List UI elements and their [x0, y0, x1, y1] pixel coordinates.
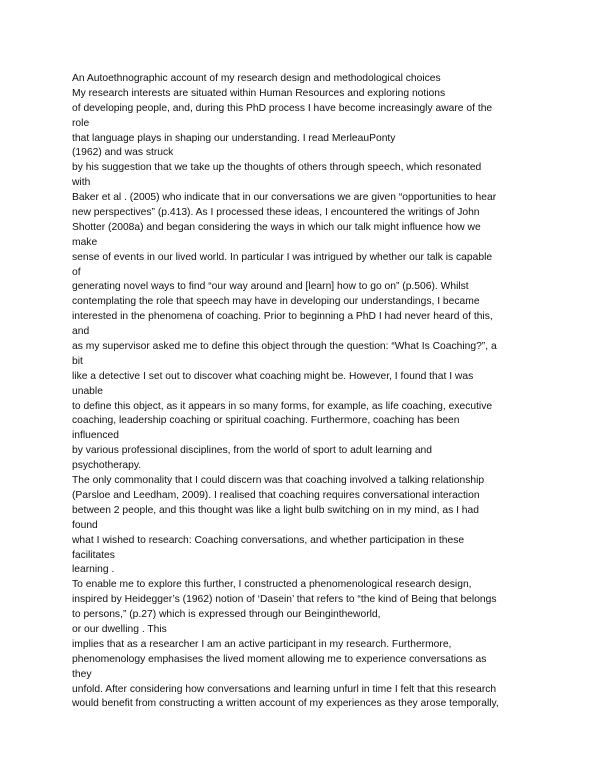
text-line: The only commonality that I could discern was that coaching involved a talking relationship — [72, 475, 485, 487]
text-line: unfold. After considering how conversations and learning unfurl in time I felt that this research — [72, 683, 497, 695]
text-line: and — [72, 326, 90, 338]
text-line: would benefit from constructing a written account of my experiences as they arose temporally, — [72, 698, 499, 710]
text-line: implies that as a researcher I am an active participant in my research. Furthermore, — [72, 638, 452, 650]
text-line: (1962) and was struck — [72, 147, 174, 159]
text-line: interested in the phenomena of coaching. Prior to beginning a PhD I had never heard of this, — [72, 311, 493, 323]
text-line: as my supervisor asked me to define this object through the question: “What Is Coaching?”, a — [72, 341, 497, 353]
text-line: of developing people, and, during this PhD process I have become increasingly aware of the — [72, 102, 493, 114]
text-line: what I wished to research: Coaching conversations, and whether participation in these — [72, 534, 465, 546]
text-line: of — [72, 266, 81, 278]
text-line: facilitates — [72, 549, 115, 561]
text-line: to define this object, as it appears in so many forms, for example, as life coaching, executive — [72, 400, 493, 412]
text-line: by his suggestion that we take up the thoughts of others through speech, which resonated — [72, 162, 482, 174]
text-line: contemplating the role that speech may have in developing our understandings, I became — [72, 296, 480, 308]
text-line: Shotter (2008a) and began considering the ways in which our talk might influence how we — [72, 221, 481, 233]
text-line: (Parsloe and Leedham, 2009). I realised that coaching requires conversational interaction — [72, 489, 480, 501]
text-line: To enable me to explore this further, I constructed a phenomenological research design, — [72, 579, 472, 591]
text-line: An Autoethnographic account of my research design and methodological choices — [72, 73, 441, 84]
text-line: phenomenology emphasises the lived moment allowing me to experience conversations as — [72, 653, 487, 665]
text-line: to persons,” (p.27) which is expressed through our Beingintheworld, — [72, 609, 381, 621]
text-line: inspired by Heidegger’s (1962) notion of ‘Dasein’ that refers to “the kind of Being that belongs — [72, 594, 497, 606]
text-line: they — [72, 668, 92, 680]
text-line: My research interests are situated within Human Resources and exploring notions — [72, 87, 446, 99]
text-line: role — [72, 117, 90, 129]
text-line: sense of events in our lived world. In particular I was intrigued by whether our talk is capable — [72, 251, 493, 263]
text-line: that language plays in shaping our understanding. I read MerleauPonty — [72, 132, 396, 144]
text-line: psychotherapy. — [72, 460, 142, 472]
text-line: bit — [72, 355, 83, 367]
text-line: learning . — [72, 564, 115, 576]
text-line: Baker et al . (2005) who indicate that in our conversations we are given “opportunities to hear — [72, 192, 497, 204]
text-line: new perspectives” (p.413). As I processed these ideas, I encountered the writings of John — [72, 207, 480, 219]
text-line: with — [72, 177, 91, 189]
text-line: by various professional disciplines, from the world of sport to adult learning and — [72, 445, 433, 457]
text-line: coaching, leadership coaching or spiritual coaching. Furthermore, coaching has been — [72, 415, 460, 427]
document-body — [72, 72, 528, 712]
text-line: unable — [72, 385, 103, 397]
text-line: like a detective I set out to discover what coaching might be. However, I found that I was — [72, 370, 474, 382]
text-line: or our dwelling . This — [72, 623, 167, 635]
text-line: make — [72, 236, 98, 248]
text-line: generating novel ways to find “our way around and [learn] how to go on” (p.506). Whilst — [72, 281, 469, 293]
text-line: between 2 people, and this thought was like a light bulb switching on in my mind, as I had — [72, 504, 479, 516]
text-line: found — [72, 519, 98, 531]
text-line: influenced — [72, 430, 119, 442]
